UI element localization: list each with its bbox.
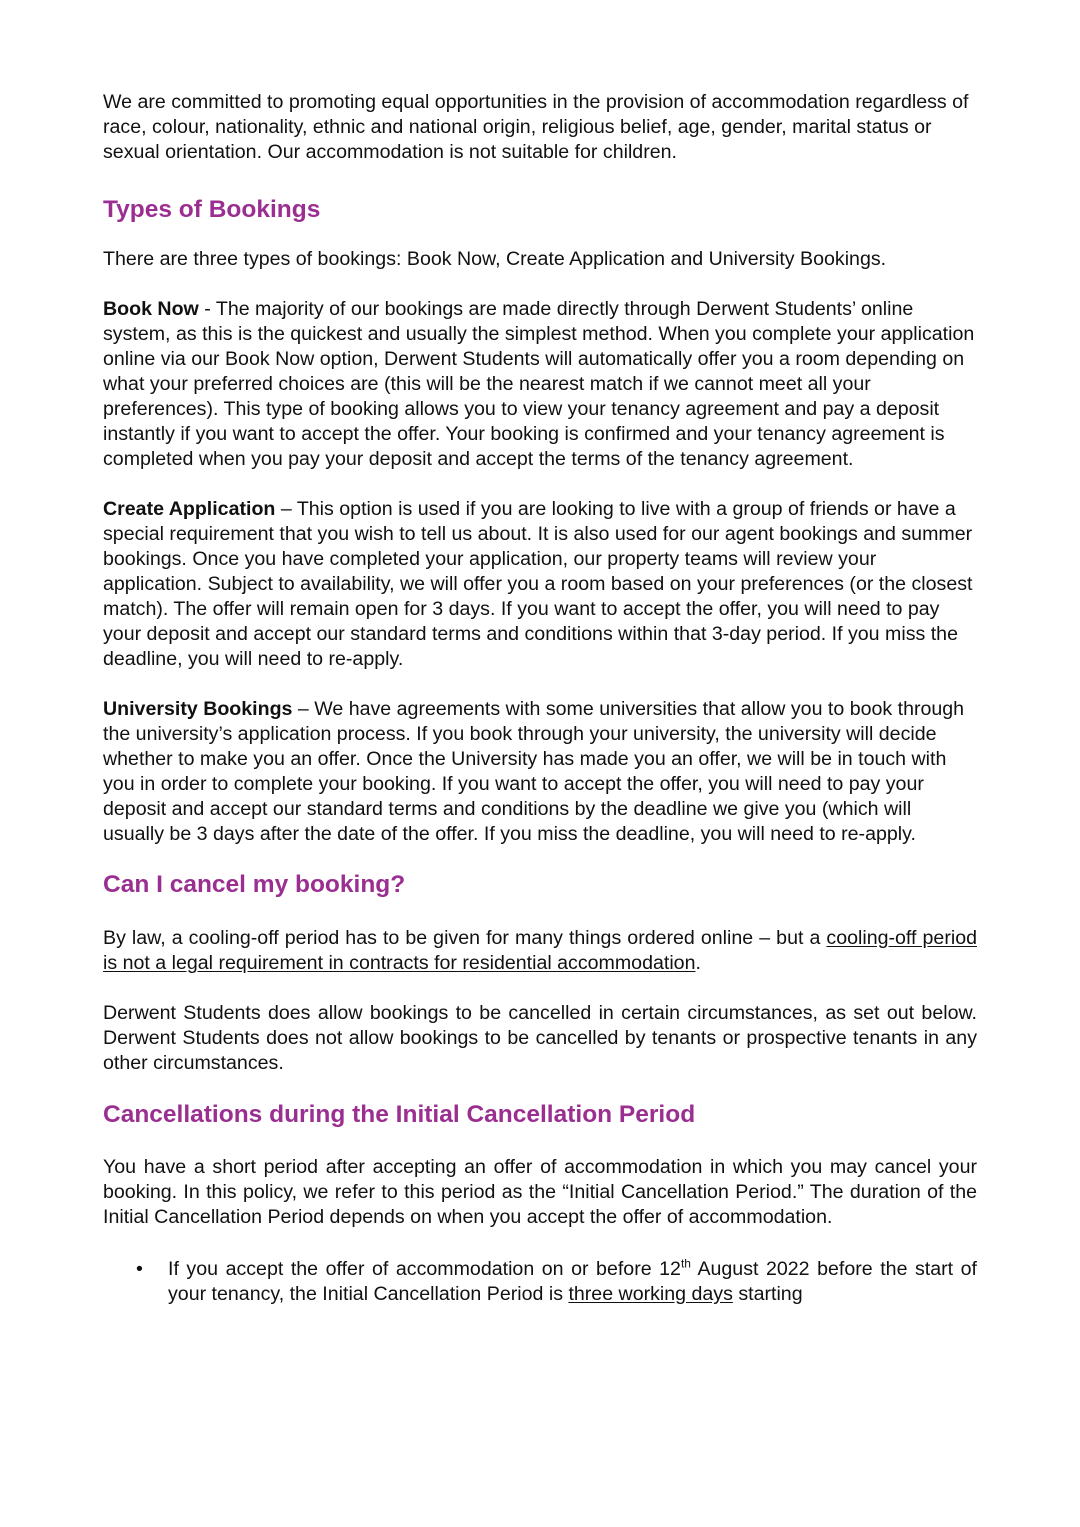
bullet-text-part2: August 2022 before the start of your tenancy, the Initial Cancellation Period is [168,1258,977,1305]
section-heading-types: Types of Bookings [103,196,321,223]
book-now-label: Book Now [103,298,199,320]
university-bookings-label: University Bookings [103,698,293,720]
initial-period-list [103,1257,977,1307]
document-page [103,89,977,1307]
initial-period-paragraph: You have a short period after accepting an offer of accommodation in which you may cancel your booking. In this policy, we refer to this period as the “Initial Cancellation Period.” The duration of the Initial Cancellation Period depends on when you accept the offer of accommodation. [103,1156,977,1228]
create-application-text: – This option is used if you are looking to live with a group of friends or have a special requirement that you wish to tell us about. It is also used for our agent bookings and summer bookings. Once you have completed your application, our property teams will review your application. Subject to availability, we will offer you a room based on your preferences (or the closest match). The offer will remain open for 3 days. If you want to accept the offer, you will need to pay your deposit and accept our standard terms and conditions within that 3-day period. If you miss the deadline, you will need to re-apply. [103,498,973,670]
bullet-superscript: th [680,1256,691,1271]
section-heading-initial-period: Cancellations during the Initial Cancellation Period [103,1101,696,1128]
cooling-off-paragraph [103,926,977,976]
bullet-text-part3: starting [732,1283,803,1305]
cooling-off-underlined: cooling-off period is not a legal requirement in contracts for residential accommodation [103,927,977,974]
cooling-off-prefix: By law, a cooling-off period has to be given for many things ordered online – but a [103,927,827,949]
book-now-text: - The majority of our bookings are made directly through Derwent Students’ online system, as this is the quickest and usually the simplest method. When you complete your application online via our Book Now option, Derwent Students will automatically offer you a room depending on what your preferred choices are (this will be the nearest match if we cannot meet all your preferences). This type of booking allows you to view your tenancy agreement and pay a deposit instantly if you want to accept the offer. Your booking is confirmed and your tenancy agreement is completed when you pay your deposit and accept the terms of the tenancy agreement. [103,298,975,470]
bullet-icon: • [136,1258,143,1280]
types-summary: There are three types of bookings: Book Now, Create Application and University Bookings. [103,248,887,270]
cancellation-allowance-paragraph: Derwent Students does allow bookings to be cancelled in certain circumstances, as set out below. Derwent Students does not allow bookings to be cancelled by tenants or prospective tenants in any other circumstances. [103,1002,977,1074]
create-application-paragraph [103,497,977,672]
bullet-text-part1: If you accept the offer of accommodation on or before 12 [168,1258,681,1280]
bullet-underlined: three working days [568,1283,733,1305]
university-bookings-paragraph [103,697,977,847]
university-bookings-text: – We have agreements with some universities that allow you to book through the university’s application process. If you book through your university, the university will decide whether to make you an offer. Once the University has made you an offer, we will be in touch with you in order to complete your booking. If you want to accept the offer, you will need to pay your deposit and accept our standard terms and conditions by the deadline we give you (which will usually be 3 days after the date of the offer. If you miss the deadline, you will need to re-apply. [103,698,965,845]
create-application-label: Create Application [103,498,276,520]
list-item [103,1257,977,1307]
section-heading-cancel: Can I cancel my booking? [103,871,406,898]
cooling-off-suffix: . [695,952,701,974]
book-now-paragraph [103,297,977,472]
intro-paragraph: We are committed to promoting equal opportunities in the provision of accommodation regardless of race, colour, nationality, ethnic and national origin, religious belief, age, gender, marital status or sexual orientation. Our accommodation is not suitable for children. [103,91,969,163]
